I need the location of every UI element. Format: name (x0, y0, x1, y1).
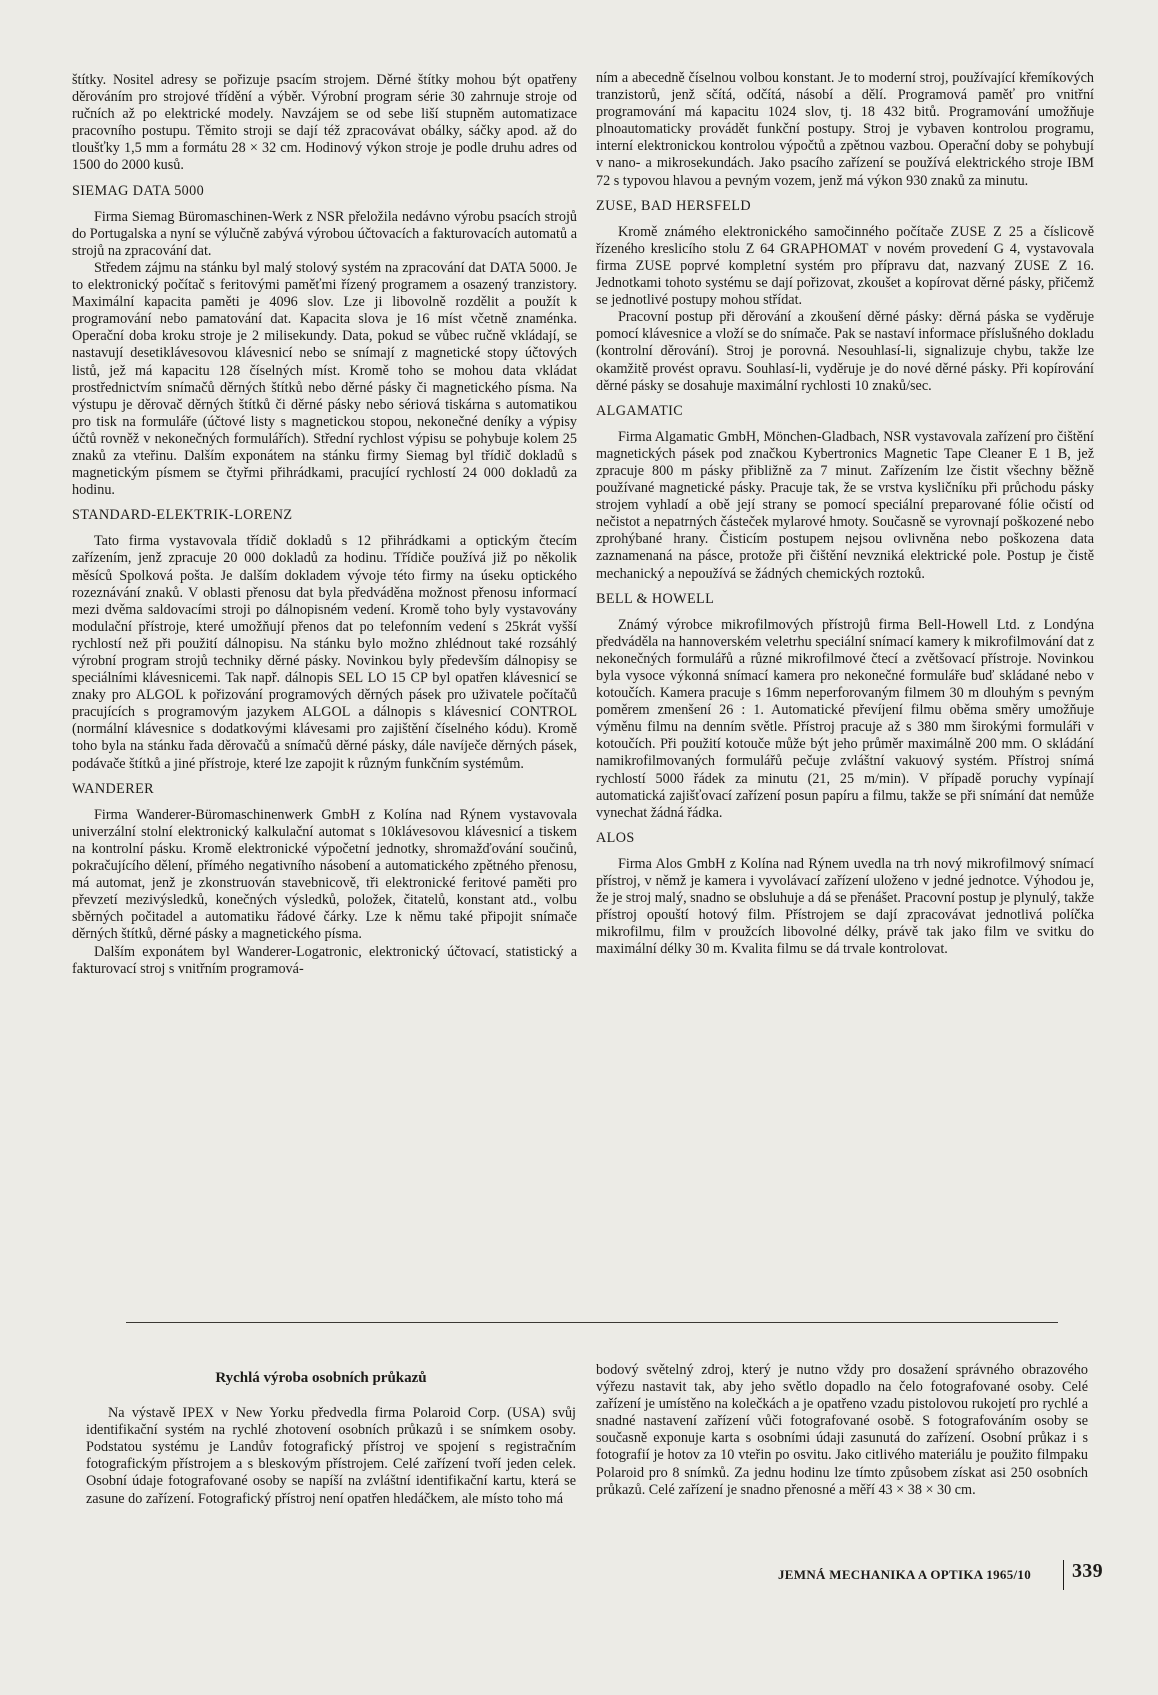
section-heading-siemag: SIEMAG DATA 5000 (72, 182, 205, 199)
section-heading-algamatic: ALGAMATIC (596, 402, 684, 419)
right-column (596, 70, 1094, 959)
wanderer-paragraph-2: Dalším exponátem byl Wanderer-Logatronic, elektronický účtovací, statistický a fakturovací stroj s vnitřním programová- (72, 943, 577, 977)
siemag-paragraph-1: Firma Siemag Büromaschinen-Werk z NSR přeložila nedávno výrobu psacích strojů do Portugalska a nyní se výlučně zabývá výrobou účtovacích a fakturovacích automatů a strojů na zpracování dat. (72, 208, 577, 259)
section-heading-alos: ALOS (596, 829, 635, 846)
left-intro-paragraph: štítky. Nositel adresy se pořizuje psacím strojem. Děrné štítky mohou být opatřeny děrováním pro strojové třídění a výběr. Výrobní program série 30 zahrnuje stroje od ručních až po elektrické modely. Navzájem se od sebe liší stupněm automatizace pracovního postupu. Těmito stroji se dají též zpracovávat obálky, sáčky apod. až do tloušťky 1,5 mm a formátu 28 × 32 cm. Hodinový výkon stroje je podle druhu adres od 1500 do 2000 kusů. (72, 72, 577, 174)
page-footer (778, 1560, 1108, 1590)
section-heading-zuse: ZUSE, BAD HERSFELD (596, 197, 751, 214)
algamatic-paragraph-1: Firma Algamatic GmbH, Mönchen-Gladbach, NSR vystavovala zařízení pro čištění magnetických pásek pod značkou Kybertronics Magnetic Tape Cleaner E 1 B, jež zpracuje 800 m pásky přibližně za 7 minut. Zařízením lze čistit všechny běžně používané magnetické pásky. Pracuje tak, že se vrstva kysličníku při průchodu pásky strojem vyhladí a obě její strany se pomocí speciální preparované fólie očistí od nečistot a nepatrných částeček mylarové hmoty. Současně se vyrovnají poškozené nebo zprohýbané hrany. Čisticím postupem nejsou ovlivněna nebo poškozena data zaznamenaná na pásce, protože při čištění nevzniká elektrické pole. Postup je čistě mechanický a nepoužívá se žádných chemických roztoků. (596, 428, 1094, 582)
section-heading-standard-elektrik-lorenz: STANDARD-ELEKTRIK-LORENZ (72, 507, 293, 524)
section-heading-bell-howell: BELL & HOWELL (596, 590, 715, 607)
left-column (72, 72, 577, 978)
wanderer-paragraph-1: Firma Wanderer-Büromaschinenwerk GmbH z Kolína nad Rýnem vystavovala univerzální stolní elektronický kalkulační automat s 10klávesovou klávesnicí a tiskem na kontrolní pásku. Kromě elektronické výpočetní jednotky, shromažďování součinů, pokračujícího dělení, přímého negativního násobení a automatického zpětného přenosu, má automat, jenž je zkonstruován stavebnicově, tři elektronické feritové paměti pro převzetí mezivýsledků, konečných výsledků, položek, čitatelů, konstant atd., volbu sběrných počitadel a automatiku řádové čárky. Lze k němu také připojit snímače děrných štítků, děrné pásky a magnetického písma. (72, 806, 577, 943)
zuse-paragraph-2: Pracovní postup při děrování a zkoušení děrné pásky: děrná páska se vyděruje pomocí klávesnice a vloží se do snímače. Pak se nastaví informace příslušného dokladu (kontrolní děrování). Stroj je porovná. Nesouhlasí-li, signalizuje chybu, takže lze okamžitě provést opravu. Souhlasí-li, vyděruje je do nové děrné pásky. Při kopírování děrné pásky se dosahuje maximální rychlosti 10 znaků/sec. (596, 309, 1094, 394)
zuse-paragraph-1: Kromě známého elektronického samočinného počítače ZUSE Z 25 a číslicově řízeného kreslicího stolu Z 64 GRAPHOMAT v novém provedení G 4, vystavovala firma ZUSE poprvé kompletní systém pro přípravu dat, nazvaný ZUSE Z 16. Jednotkami tohoto systému se dají pořizovat, zkoušet a kopírovat děrné pásky, přičemž se jednotlivé postupy mohou střídat. (596, 223, 1094, 309)
sel-paragraph-1: Tato firma vystavovala třídič dokladů s 12 přihrádkami a optickým čtecím zařízením, jenž zpracuje 20 000 dokladů za hodinu. Třídiče používá již po několik měsíců Spolková pošta. Je dalším dokladem vývoje této firmy na úseku optického rozeznávání znaků. V oblasti přenosu dat byla předváděna možnost přenosu informací mezi dvěma saldovacími stroji po dálnopisném vedení. Kromě toho byly vystavovány modulační přístroje, které umožňují přenos dat po telefonním vedení s 25krát vyšší rychlostí než při použití dálnopisu. Na stánku bylo možno zhlédnout také rozsáhlý výrobní program strojů techniky děrné pásky. Novinkou byly především dálnopisy se speciálními klávesnicemi. Tak např. dálnopis SEL LO 15 CP byl opatřen klávesnicí se znaky pro ALGOL k pořizování programových děrných pásek pro uživatele počítačů pracujících s programovým jazykem ALGOL a dálnopis s klávesnicí CONTROL (normální klávesnice s dodatkovými klávesami pro zajištění číselného kódu). Kromě toho byla na stánku řada děrovačů a snímačů děrné pásky, dále navíječe děrných pásek, podávače štítků a jiné přístroje, které lze zapojit k různým funkčním systémům. (72, 533, 577, 772)
article-paragraph-left: Na výstavě IPEX v New Yorku předvedla firma Polaroid Corp. (USA) svůj identifikační systém na rychlé zhotovení osobních průkazů i se snímkem osoby. Podstatou systému je Landův fotografický přístroj ve spojení s registračním fotografickým přístrojem a s bleskovým přístrojem. Celé zařízení tvoří jeden celek. Osobní údaje fotografované osoby se napíší na zvláštní identifikační kartu, která se zasune do zařízení. Fotografický přístroj není opatřen hledáčkem, ale místo toho má (86, 1405, 576, 1507)
footer-separator (1063, 1560, 1064, 1590)
alos-paragraph-1: Firma Alos GmbH z Kolína nad Rýnem uvedla na trh nový mikrofilmový snímací přístroj, v němž je kamera i vyvolávací zařízení uloženo v jedné jednotce. Výhodou je, že je stroj malý, snadno se obsluhuje a dá se přenášet. Pracovní postup je plynulý, takže přístroj opouští hotový film. Přístrojem se dají zpracovávat jednotlivá políčka mikrofilmu, film v proužcích libovolné délky, právě tak jako film ve svitku do maximální délky 30 m. Kvalita filmu se dá trvale kontrolovat. (596, 855, 1095, 958)
article-title: Rychlá výroba osobních průkazů (215, 1370, 427, 1386)
bell-howell-paragraph-1: Známý výrobce mikrofilmových přístrojů firma Bell-Howell Ltd. z Londýna předváděla na hannoverském veletrhu speciální snímací kamery k mikrofilmování dat z nekonečných formulářů a různé mikrofilmové čtecí a zvětšovací přístroje. Novinkou byla vysoce výkonná snímací kamera pro nekonečné formuláře buď skládané nebo v kotoučích. Kamera pracuje s 16mm neperforovaným filmem 30 m dlouhým s pevným poměrem zmenšení 26 : 1. Automatické převíjení filmu oběma směry umožňuje výměnu filmu na denním světle. Přístroj pracuje až s 380 mm širokými formuláři v kotoučích. Při použití kotouče může být jeho průměr maximálně 200 mm. O skládání namikrofilmovaných formulářů pečuje zvláštní vakuový systém. Přístroj snímá rychlostí 5000 řádek za minutu (21, 25 m/min). V případě poruchy vypínají automatická zajišťovací zařízení posun papíru a filmu, takže se při snímání dat nemůže vynechat žádná řádka. (596, 616, 1094, 821)
section-heading-wanderer: WANDERER (72, 780, 155, 797)
article-paragraph-right: bodový světelný zdroj, který je nutno vždy pro dosažení správného obrazového výřezu nastavit tak, aby jeho světlo dopadlo na čelo fotografované osoby. Celé zařízení je umístěno na kolečkách a je opatřeno vzadu pistolovou rukojetí pro rychlé a snadné nastavení zařízení vůči fotografované osobě. S fotografováním osoby se současně exponuje karta s osobními údaji zasunutá do zařízení. Osobní průkaz i s fotografií je hotov za 10 vteřin po osvitu. Jako citlivého materiálu je použito filmpaku Polaroid pro 8 snímků. Za jednu hodinu lze tímto způsobem získat asi 250 osobních průkazů. Celé zařízení je snadno přenosné a měří 43 × 38 × 30 cm. (596, 1362, 1088, 1498)
bottom-article-right-column (596, 1362, 1088, 1499)
page-number: 339 (1072, 1560, 1103, 1582)
journal-name: JEMNÁ MECHANIKA A OPTIKA 1965/10 (778, 1567, 1032, 1582)
bottom-article-left-column (86, 1362, 576, 1508)
section-divider (126, 1322, 1058, 1323)
right-intro-paragraph: ním a abecedně číselnou volbou konstant. Je to moderní stroj, používající křemíkových tranzistorů, jenž sčítá, odčítá, násobí a dělí. Programová paměť pro vnitřní programování má kapacitu 1024 slov, tj. 18 432 bitů. Programování umožňuje plnoautomaticky provádět funkční postupy. Stroj je vybaven kontrolou programu, interní elektronickou kontrolou výpočtů a zpětnou vazbou. Operační doby se pohybují v nano- a mikrosekundách. Jako psacího zařízení se používá elektrického stroje IBM 72 s typovou hlavou a pevným vozem, jenž má výkon 930 znaků za minutu. (596, 70, 1094, 189)
siemag-paragraph-2: Středem zájmu na stánku byl malý stolový systém na zpracování dat DATA 5000. Je to elektronický počítač s feritovými paměťmi řízený programem a osazený tranzistory. Maximální kapacita paměti je 4096 slov. Lze ji libovolně rozdělit a použít k programování nebo pamatování dat. Kapacita slova je 16 míst včetně znaménka. Operační doba kroku stroje je 2 milisekundy. Data, pokud se vůbec ručně vkládají, se nastavují desetiklávesovou klávesnicí nebo se snímají z magnetické stopy účtových listů, jež má kapacitu 128 číselných míst. Kromě toho se mohou data vkládat prostřednictvím snímačů děrných štítků nebo děrné pásky či magnetického písma. Na výstupu je děrovač děrných štítků či děrné pásky nebo sériová tiskárna s automatikou pro tisk na formuláře (účtové listy s magnetickou stopou, nekonečné deníky a výpisy účtů rovněž v nekonečných formulářích). Střední rychlost výpisu se pohybuje kolem 25 znaků za vteřinu. Dalším exponátem na stánku firmy Siemag byl třídič dokladů s magnetickým písmem se čtyřmi přihrádkami, pracující rychlostí 24 000 dokladů za hodinu. (72, 259, 577, 499)
